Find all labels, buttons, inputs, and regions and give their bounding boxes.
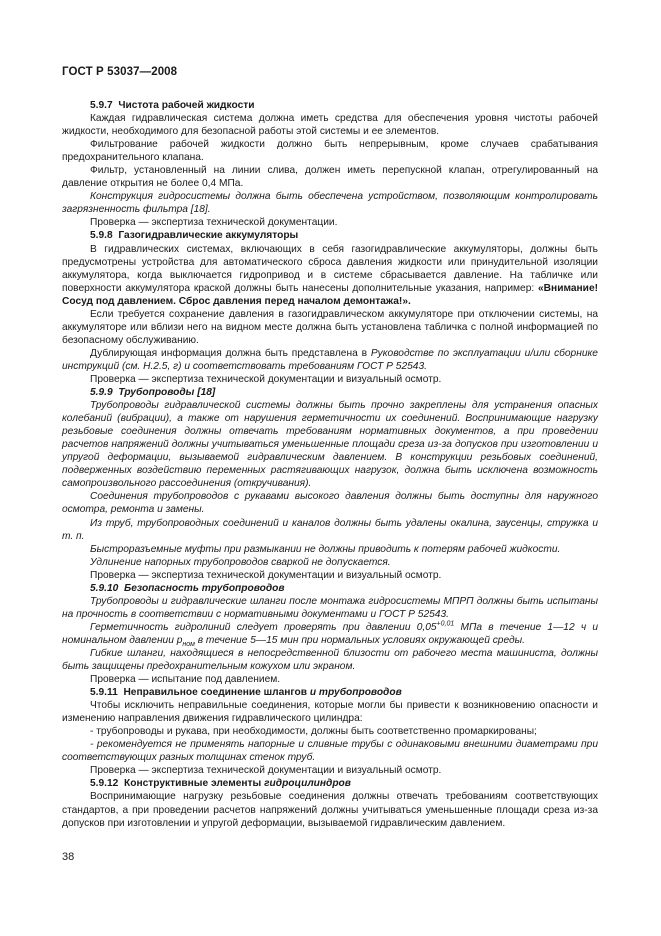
paragraph: Дублирующая информация должна быть представлена в Руководстве по эксплуатации и/или сборнике инструкций (см. Н.2.5, г) и соответствовать требованиям ГОСТ Р 52543. (62, 347, 598, 372)
warning-text: «Внимание! Сосуд под давлением. Сброс давления перед началом демонтажа!». (62, 282, 598, 307)
paragraph: Удлинение напорных трубопроводов сваркой не допускается. (90, 556, 391, 568)
check-note: Проверка — экспертиза технической документации и визуальный осмотр. (90, 765, 442, 777)
paragraph: Фильтр, установленный на линии слива, должен иметь перепускной клапан, отрегулированный на давление открытия не более 0,4 МПа. (62, 165, 598, 190)
paragraph: Гибкие шланги, находящиеся в непосредственной близости от рабочего места машиниста, должны быть защищены предохранительным кожухом или экраном. (62, 647, 598, 673)
paragraph: Трубопроводы и гидравлические шланги после монтажа гидросистемы МПРП должны быть испытаны на прочность в соответствии с нормативными документами и ГОСТ Р 52543. (62, 595, 598, 620)
check-note: Проверка — экспертиза технической документации и визуальный осмотр. (90, 373, 442, 385)
paragraph: Фильтрование рабочей жидкости должно быть непрерывным, кроме случаев срабатывания предохранительного клапана. (62, 139, 598, 164)
paragraph: Чтобы исключить неправильные соединения, которые могли бы привести к возникновению опасности и изменению направления движения гидравлического цилиндра: (62, 700, 598, 725)
paragraph: Трубопроводы гидравлической системы должны быть прочно закреплены для устранения опасных колебаний (вибрации), а также от нарушения герметичности их соединений. Воспринимающие нагрузку резьбовые соединения должны отвечать требованиям нормативных документов, а при проведении расчетов напряжений должны учитываться уменьшенные площади среза из-за допусков при изготовлении и упругой деформации, вызываемой гидравлическим давлением. В конструкции резьбовых соединений, подверженных воздействию переменных растягивающих нагрузок, должна быть исключена возможность самопроизвольного рассоединения (откручивания). (62, 400, 598, 490)
paragraph: Каждая гидравлическая система должна иметь средства для обеспечения уровня чистоты рабочей жидкости, необходимого для безопасной работы этой системы и ее элементов. (62, 113, 598, 138)
check-note: Проверка — экспертиза технической документации. (90, 217, 338, 229)
standard-header: ГОСТ Р 53037—2008 (62, 66, 178, 78)
check-note: Проверка — экспертиза технической документации и визуальный осмотр. (90, 569, 442, 581)
check-note: Проверка — испытание под давлением. (90, 674, 281, 686)
page-number: 38 (62, 851, 75, 863)
section-heading-5-9-11: 5.9.11 Неправильное соединение шлангов и трубопроводов (90, 687, 402, 699)
paragraph: Соединения трубопроводов с рукавами высокого давления должны быть доступны для наружного осмотра, ремонта и замены. (62, 491, 598, 516)
document-body (62, 99, 598, 830)
section-heading-5-9-9: 5.9.9 Трубопроводы [18] (90, 387, 216, 399)
paragraph: Герметичность гидролиний следует проверять при давлении $0,05^{+0,01}$ МПа в течение 1—12 ч и номинальном давлении $p_{ном}$ в течение 5—15 мин при нормальных условиях окружающей среды. (62, 620, 598, 648)
section-heading-5-9-10: 5.9.10 Безопасность трубопроводов (90, 582, 285, 594)
paragraph: В гидравлических системах, включающих в себя газогидравлические аккумуляторы, должны быть предусмотрены устройства для автоматического сброса давления жидкости или принудительной изоляции аккумулятора, когда выключается гидропривод и в системе сбрасывается давление. На табличке или поверхности аккумулятора краской должны быть нанесены дополнительные указания, например: «Внимание! Сосуд под давлением. Сброс давления перед началом демонтажа!». (62, 243, 598, 307)
list-item: - трубопроводы и рукава, при необходимости, должны быть соответственно промаркированы; (90, 726, 537, 738)
paragraph: Воспринимающие нагрузку резьбовые соединения должны отвечать требованиям соответствующих стандартов, а при проведении расчетов напряжений должны учитываться уменьшенные площади среза из-за допусков при изготовлении и упругой деформации, вызываемой гидравлическим давлением. (62, 791, 598, 829)
paragraph: Из труб, трубопроводных соединений и каналов должны быть удалены окалина, заусенцы, стружка и т. п. (62, 517, 598, 542)
section-heading-5-9-7: 5.9.7 Чистота рабочей жидкости (90, 100, 255, 111)
list-item: - рекомендуется не применять напорные и сливные трубы с одинаковыми внешними диаметрами при соответствующих разных толщинах стенок труб. (62, 739, 598, 764)
paragraph: Быстроразъемные муфты при размыкании не должны приводить к потерям рабочей жидкости. (90, 543, 561, 555)
section-heading-5-9-8: 5.9.8 Газогидравлические аккумуляторы (90, 230, 299, 242)
paragraph: Если требуется сохранение давления в газогидравлическом аккумуляторе при отключении системы, на аккумуляторе или вблизи него на видном месте должна быть установлена табличка с полной информацией по безопасному обслуживанию. (62, 308, 598, 346)
paragraph: Конструкция гидросистемы должна быть обеспечена устройством, позволяющим контролировать загрязненность фильтра [18]. (62, 191, 598, 216)
section-heading-5-9-12: 5.9.12 Конструктивные элементы гидроцилиндров (90, 778, 351, 790)
